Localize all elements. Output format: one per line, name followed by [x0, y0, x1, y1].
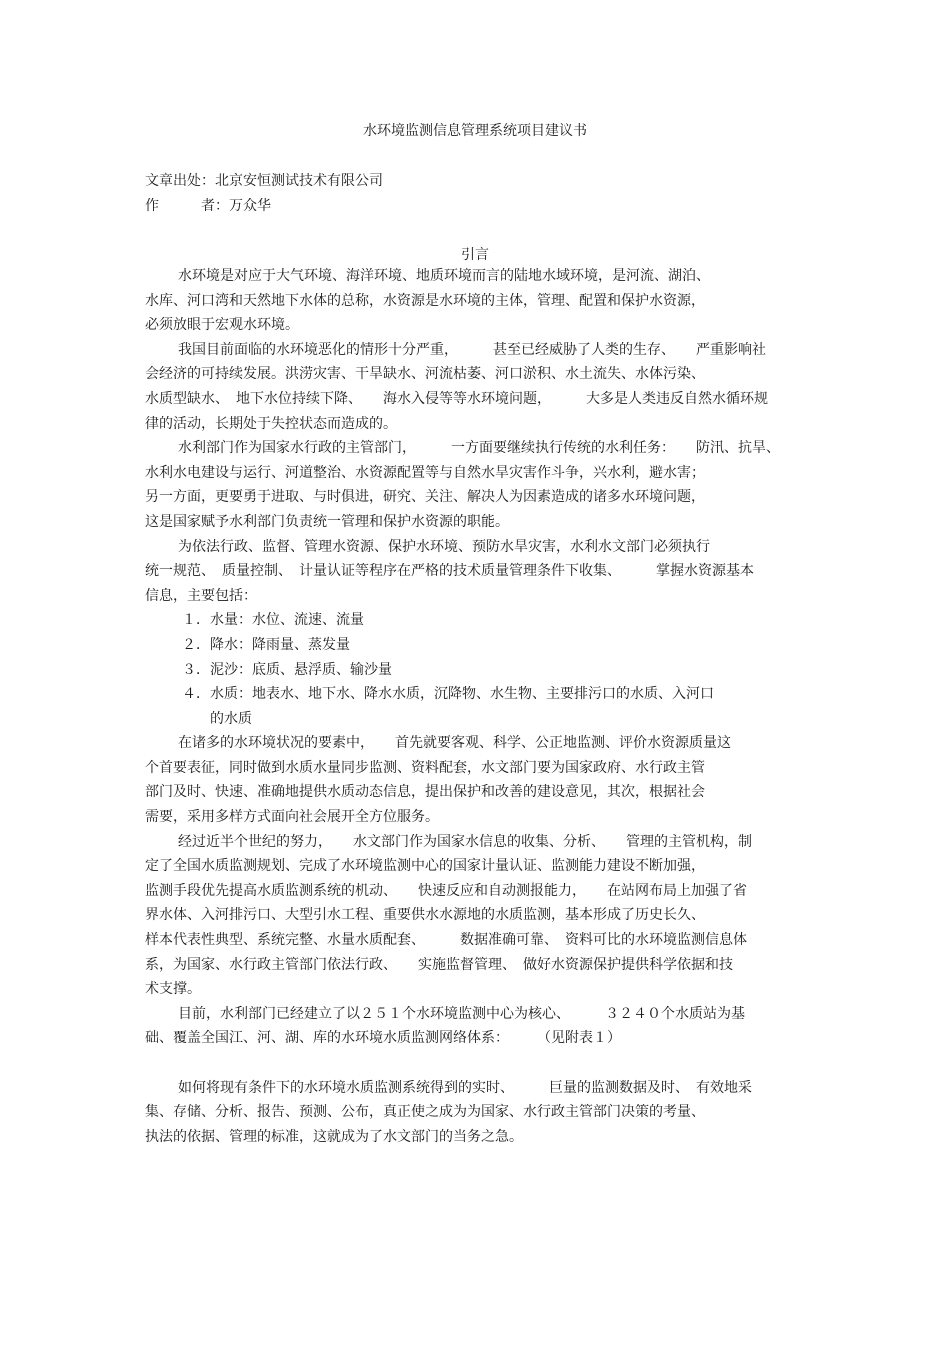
paragraph-line: 经过近半个世纪的努力， 水文部门作为国家水信息的收集、分析、 管理的主管机构，制	[178, 833, 752, 850]
paragraph-line: 部门及时、快速、准确地提供水质动态信息，提出保护和改善的建设意见，其次，根据社会	[145, 784, 705, 801]
paragraph-line: 集、存储、分析、报告、预测、公布，真正使之成为为国家、水行政主管部门决策的考量、	[145, 1104, 705, 1121]
paragraph-line: 为依法行政、监督、管理水资源、保护水环境、预防水旱灾害，水利水文部门必须执行	[178, 538, 710, 555]
paragraph-line: 目前，水利部门已经建立了以２５１个水环境监测中心为核心、 ３２４０个水质站为基	[178, 1005, 745, 1022]
paragraph-line: ３．泥沙：底质、悬浮质、输沙量	[182, 661, 392, 678]
paragraph-line: 必须放眼于宏观水环境。	[145, 317, 299, 334]
paragraph-line: 监测手段优先提高水质监测系统的机动、 快速反应和自动测报能力， 在站网布局上加强了省	[145, 882, 747, 899]
body-text	[145, 264, 825, 1149]
paragraph-line: 统一规范、 质量控制、 计量认证等程序在严格的技术质量管理条件下收集、 掌握水资源基本	[145, 563, 754, 580]
paragraph-line: 的水质	[210, 710, 252, 727]
paragraph-line: 执法的依据、管理的标准，这就成为了水文部门的当务之急。	[145, 1128, 523, 1145]
paragraph-line: 界水体、入河排污口、大型引水工程、重要供水水源地的水质监测，基本形成了历史长久、	[145, 907, 705, 924]
paragraph-line: １．水量：水位、流速、流量	[182, 612, 364, 629]
paragraph-line: 水质型缺水、 地下水位持续下降、 海水入侵等等水环境问题， 大多是人类违反自然水循环规	[145, 390, 768, 407]
paragraph-line: 水利水电建设与运行、河道整治、水资源配置等与自然水旱灾害作斗争，兴水利，避水害；	[145, 464, 705, 481]
paragraph-line: 水库、河口湾和天然地下水体的总称，水资源是水环境的主体，管理、配置和保护水资源，	[145, 292, 705, 309]
paragraph-line: 信息，主要包括：	[145, 587, 257, 604]
paragraph-line: ４．水质：地表水、地下水、降水水质，沉降物、水生物、主要排污口的水质、入河口	[182, 686, 714, 703]
paragraph-line: 我国目前面临的水环境恶化的情形十分严重， 甚至已经威胁了人类的生存、 严重影响社	[178, 341, 766, 358]
paragraph-line: 律的活动，长期处于失控状态而造成的。	[145, 415, 397, 432]
paragraph-line: 术支撑。	[145, 981, 201, 998]
paragraph-line: 水环境是对应于大气环境、海洋环境、地质环境而言的陆地水域环境，是河流、湖泊、	[178, 268, 710, 284]
paragraph-line: 会经济的可持续发展。洪涝灾害、干旱缺水、河流枯萎、河口淤积、水土流失、水体污染、	[145, 366, 705, 383]
paragraph-line: 样本代表性典型、系统完整、水量水质配套、 数据准确可靠、 资料可比的水环境监测信息体	[145, 932, 747, 949]
document-title: 水环境监测信息管理系统项目建议书	[363, 123, 587, 139]
paragraph-line: 这是国家赋予水利部门负责统一管理和保护水资源的职能。	[145, 513, 509, 530]
paragraph-line: 个首要表征，同时做到水质水量同步监测、资料配套，水文部门要为国家政府、水行政主管	[145, 759, 705, 776]
section-heading: 引言	[461, 247, 489, 263]
paragraph-line: 定了全国水质监测规划、完成了水环境监测中心的国家计量认证、监测能力建设不断加强，	[145, 858, 705, 875]
paragraph-line: 在诸多的水环境状况的要素中， 首先就要客观、科学、公正地监测、评价水资源质量这	[178, 735, 731, 752]
article-source: 文章出处：北京安恒测试技术有限公司	[145, 173, 383, 189]
article-author: 作 者：万众华	[145, 198, 271, 214]
paragraph-line: 系，为国家、水行政主管部门依法行政、 实施监督管理、 做好水资源保护提供科学依据和技	[145, 956, 733, 973]
blank-line	[145, 1051, 825, 1076]
paragraph-line: 另一方面，更要勇于进取、与时俱进，研究、关注、解决人为因素造成的诸多水环境问题，	[145, 489, 705, 506]
paragraph-line: ２．降水：降雨量、蒸发量	[182, 636, 350, 653]
paragraph-line: 础、覆盖全国江、河、湖、库的水环境水质监测网络体系： （见附表１）	[145, 1030, 621, 1047]
paragraph-line: 水利部门作为国家水行政的主管部门， 一方面要继续执行传统的水利任务： 防汛、抗旱、	[178, 440, 780, 457]
paragraph-line: 如何将现有条件下的水环境水质监测系统得到的实时、 巨量的监测数据及时、 有效地采	[178, 1079, 752, 1096]
paragraph-line: 需要，采用多样方式面向社会展开全方位服务。	[145, 809, 439, 826]
